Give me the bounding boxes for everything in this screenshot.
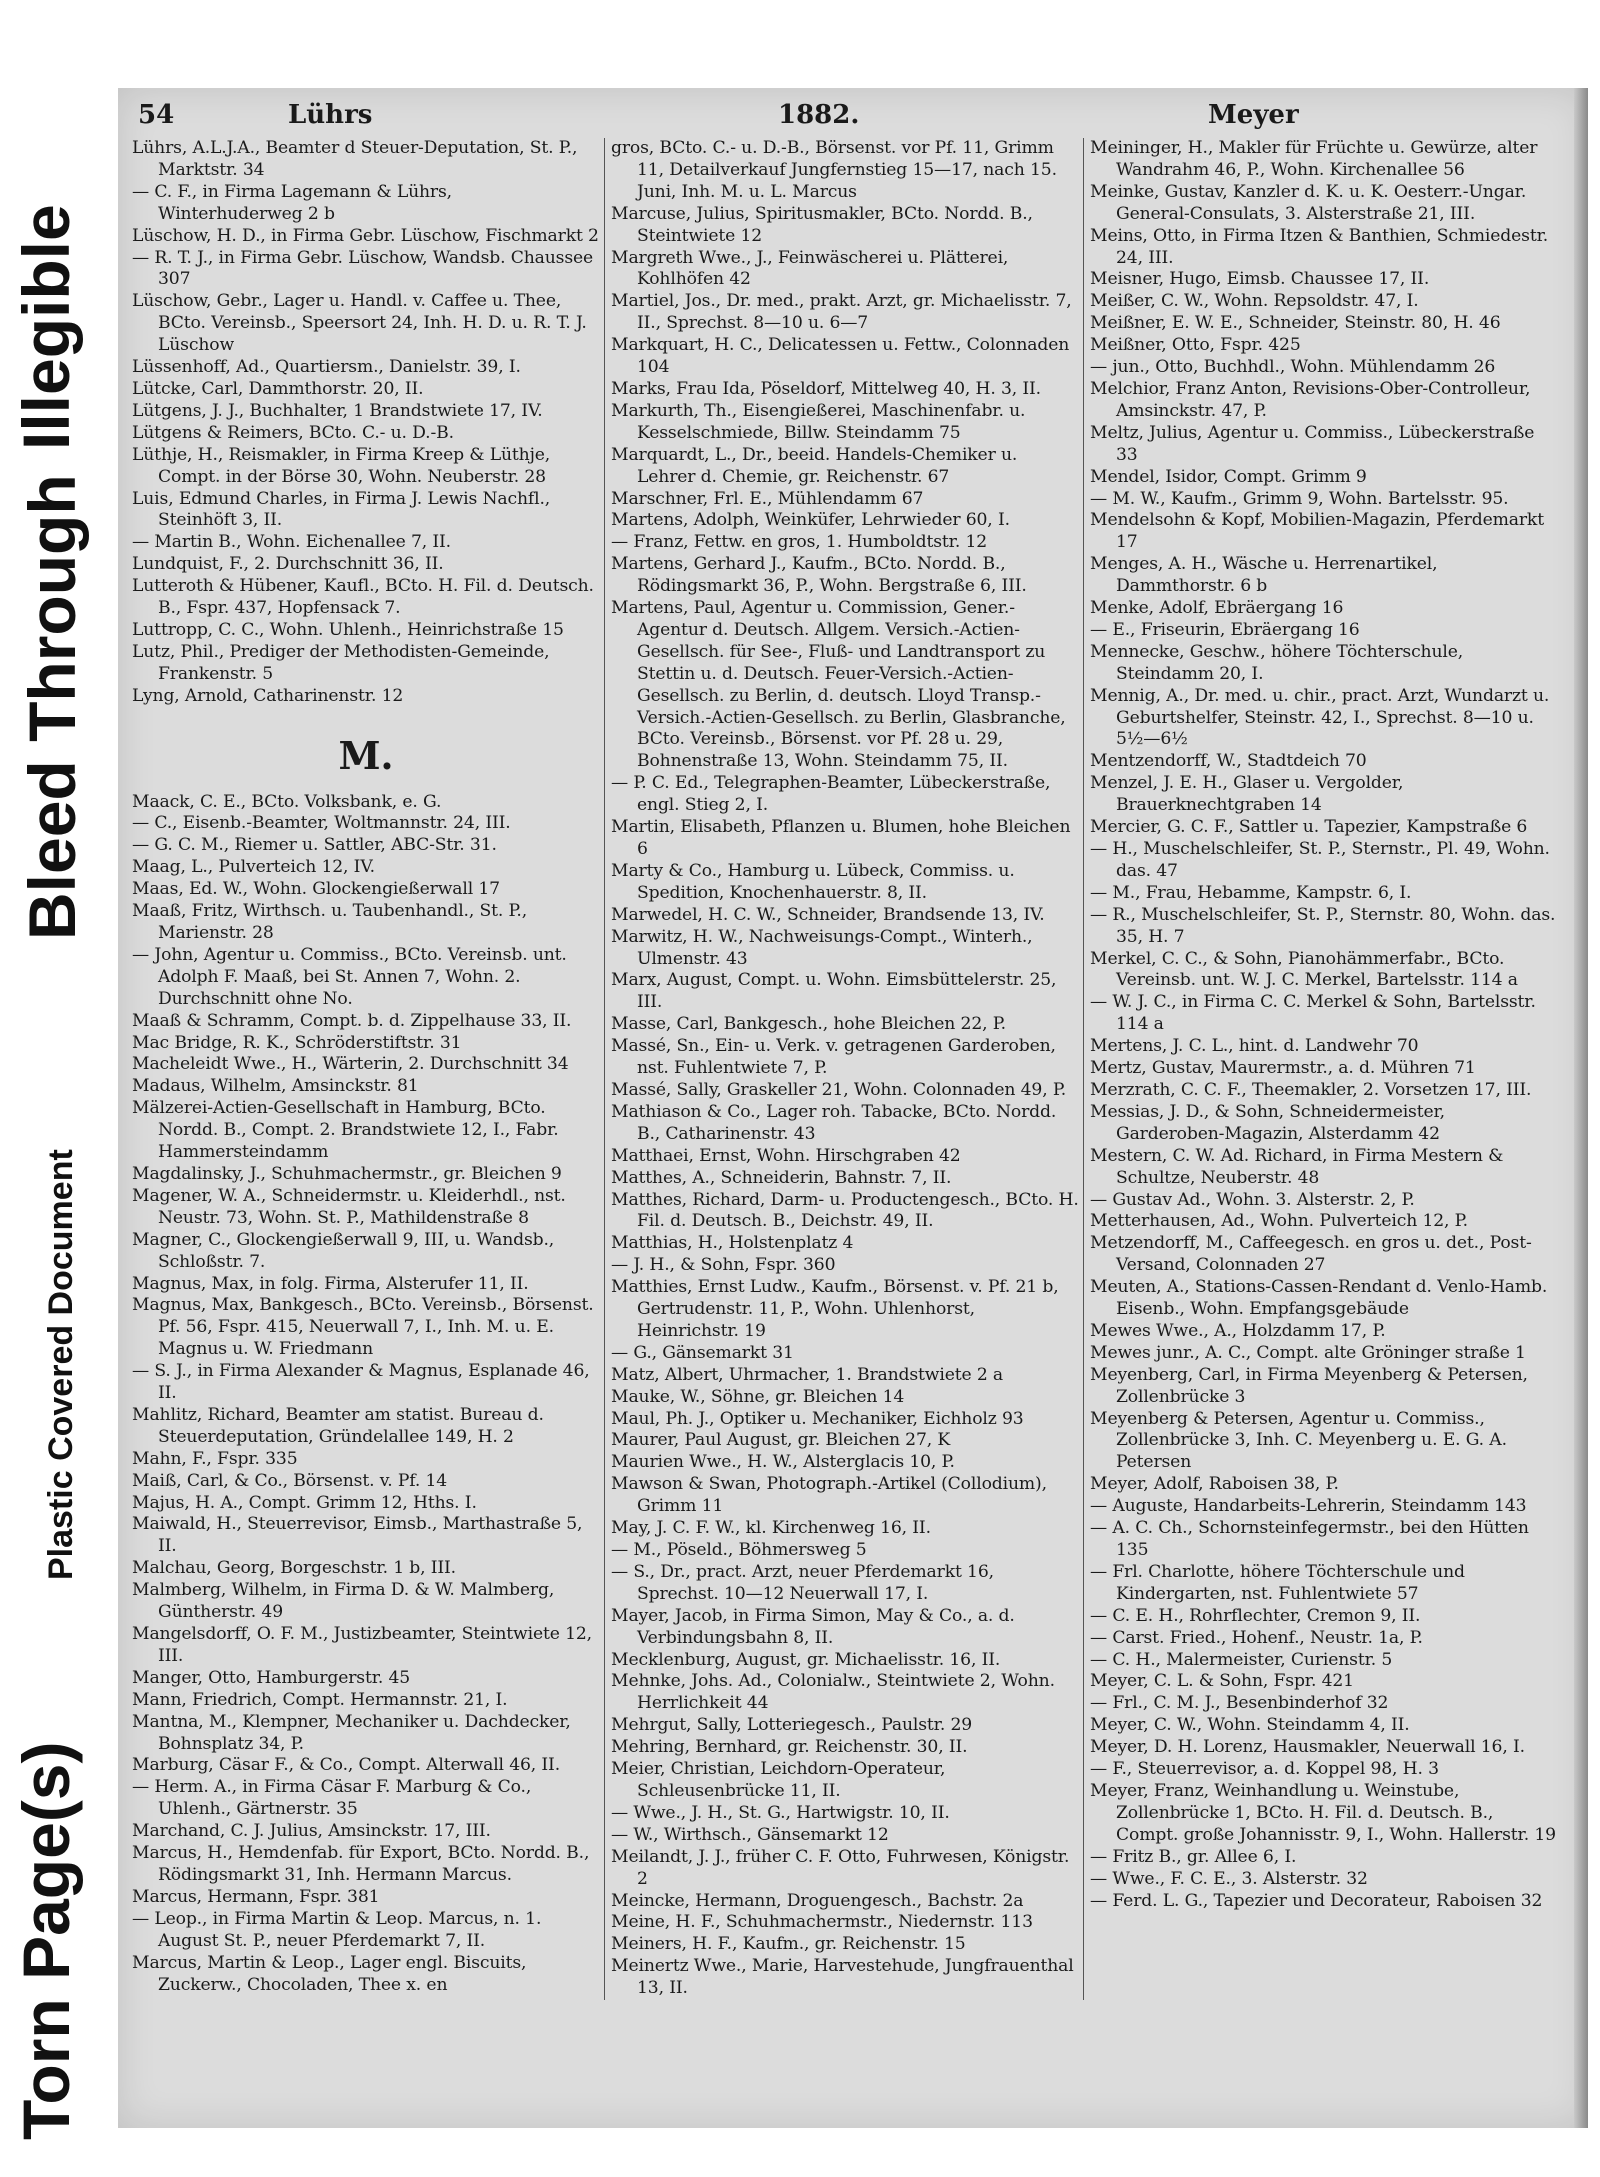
directory-entry: Mayer, Jacob, in Firma Simon, May & Co., a. d. Verbindungsbahn 8, II. <box>611 1605 1015 1648</box>
directory-entry: Meuten, A., Stations-Cassen-Rendant d. Venlo-Hamb. Eisenb., Wohn. Empfangsgebäude <box>1090 1277 1548 1320</box>
directory-entry: — M., Frau, Hebamme, Kampstr. 6, I. <box>1090 882 1412 903</box>
directory-entry: — Franz, Fettw. en gros, 1. Humboldtstr. 12 <box>611 532 988 553</box>
directory-entry: Merzrath, C. C. F., Theemakler, 2. Vorsetzen 17, III. <box>1090 1079 1532 1100</box>
directory-entry: — Herm. A., in Firma Cäsar F. Marburg & Co., Uhlenh., Gärtnerstr. 35 <box>132 1777 532 1820</box>
directory-entry: Matz, Albert, Uhrmacher, 1. Brandstwiete 2 a <box>611 1364 1004 1385</box>
directory-entry: Manger, Otto, Hamburgerstr. 45 <box>132 1667 411 1688</box>
directory-entry: Lundquist, F., 2. Durchschnitt 36, II. <box>132 554 444 575</box>
directory-entry: Martens, Gerhard J., Kaufm., BCto. Nordd. B., Rödingsmarkt 36, P., Wohn. Bergstraße 6, III. <box>611 554 1027 597</box>
header-year: 1882. <box>778 100 860 130</box>
directory-entry: Maiwald, H., Steuerrevisor, Eimsb., Marthastraße 5, II. <box>132 1514 583 1557</box>
directory-entry: Mennig, A., Dr. med. u. chir., pract. Arzt, Wundarzt u. Geburtshelfer, Steinstr. 42, I., Sprechst. 8—10 u. 5½—6½ <box>1090 685 1550 750</box>
directory-entry: Maurien Wwe., H. W., Alsterglacis 10, P. <box>611 1452 955 1473</box>
directory-entry: Massé, Sn., Ein- u. Verk. v. getragenen Garderoben, nst. Fuhlentwiete 7, P. <box>611 1036 1056 1079</box>
directory-entry: Meisner, Hugo, Eimsb. Chaussee 17, II. <box>1090 269 1430 290</box>
directory-entry: Lütgens, J. J., Buchhalter, 1 Brandstwiete 17, IV. <box>132 400 543 421</box>
directory-entry: Marwitz, H. W., Nachweisungs-Compt., Winterh., Ulmenstr. 43 <box>611 926 1033 969</box>
directory-entry: — G., Gänsemarkt 31 <box>611 1342 794 1363</box>
directory-entry: Meine, H. F., Schuhmachermstr., Niedernstr. 113 <box>611 1912 1033 1933</box>
directory-entry: Markquart, H. C., Delicatessen u. Fettw., Colonnaden 104 <box>611 335 1070 378</box>
directory-entry: — Auguste, Handarbeits-Lehrerin, Steindamm 143 <box>1090 1496 1527 1517</box>
directory-entry: Meißner, Otto, Fspr. 425 <box>1090 335 1301 356</box>
directory-entry: — C. H., Malermeister, Curienstr. 5 <box>1090 1649 1393 1670</box>
directory-entry: Mertens, J. C. L., hint. d. Landwehr 70 <box>1090 1036 1419 1057</box>
directory-entry: Mehnke, Johs. Ad., Colonialw., Steintwiete 2, Wohn. Herrlichkeit 44 <box>611 1671 1055 1714</box>
directory-entry: Matthes, Richard, Darm- u. Productengesch., BCto. H. Fil. d. Deutsch. B., Deichstr. 49, II. <box>611 1189 1079 1232</box>
directory-entry: Meyer, Franz, Weinhandlung u. Weinstube, Zollenbrücke 1, BCto. H. Fil. d. Deutsch. B., Compt. große Johannisstr. 9, I., Wohn. Hallerstr. 19 <box>1090 1780 1556 1845</box>
directory-entry: — R. T. J., in Firma Gebr. Lüschow, Wandsb. Chaussee 307 <box>132 247 594 290</box>
directory-entry: Mestern, C. W. Ad. Richard, in Firma Mestern & Schultze, Neuberstr. 48 <box>1090 1145 1504 1188</box>
directory-entry: — H., Muschelschleifer, St. P., Sternstr., Pl. 49, Wohn. das. 47 <box>1090 839 1550 881</box>
column-3 <box>1083 138 1562 2000</box>
header-right-keyword: Meyer <box>1208 100 1299 130</box>
directory-entry: Magnus, Max, in folg. Firma, Alsterufer 11, II. <box>132 1273 529 1294</box>
directory-entry: Meyer, D. H. Lorenz, Hausmakler, Neuerwall 16, I. <box>1090 1737 1525 1758</box>
directory-entry: Marchand, C. J. Julius, Amsinckstr. 17, III. <box>132 1821 491 1842</box>
directory-entry: Magener, W. A., Schneidermstr. u. Kleiderhdl., nst. Neustr. 73, Wohn. St. P., Mathildenstraße 8 <box>132 1185 566 1228</box>
directory-entry: Messias, J. D., & Sohn, Schneidermeister, Garderoben-Magazin, Alsterdamm 42 <box>1090 1101 1445 1144</box>
directory-entry: Margreth Wwe., J., Feinwäscherei u. Plätterei, Kohlhöfen 42 <box>611 247 1009 290</box>
directory-entry: Meyenberg & Petersen, Agentur u. Commiss., Zollenbrücke 3, Inh. C. Meyenberg u. E. G. A. Petersen <box>1090 1408 1507 1473</box>
directory-entry: Meyenberg, Carl, in Firma Meyenberg & Petersen, Zollenbrücke 3 <box>1090 1364 1528 1407</box>
directory-entry: — Frl., C. M. J., Besenbinderhof 32 <box>1090 1693 1389 1714</box>
directory-entry: — E., Friseurin, Ebräergang 16 <box>1090 619 1360 640</box>
directory-entry: Lührs, A.L.J.A., Beamter d Steuer-Deputation, St. P., Marktstr. 34 <box>132 138 578 180</box>
directory-entry: Maaß & Schramm, Compt. b. d. Zippelhause 33, II. <box>132 1010 572 1031</box>
directory-entry: Martens, Adolph, Weinküfer, Lehrwieder 60, I. <box>611 510 1010 531</box>
directory-entry: Mac Bridge, R. K., Schröderstiftstr. 31 <box>132 1032 462 1053</box>
directory-entry: Markurth, Th., Eisengießerei, Maschinenfabr. u. Kesselschmiede, Billw. Steindamm 75 <box>611 400 1026 443</box>
directory-entry: Martens, Paul, Agentur u. Commission, Gener.-Agentur d. Deutsch. Allgem. Versich.-Actien-Gesellsch. für See-, Fluß- und Landtransport zu Stettin u. d. Deutsch. Feuer-Versich.-Actien-Gesellsch. zu Berlin, d. deutsch. Lloyd Transp.-Versich.-Actien-Gesellsch. zu Berlin, Glasbranche, BCto. Vereinsb., Börsenst. vor Pf. 28 u. 29, Bohnenstraße 13, Wohn. Steindamm 75, II. <box>611 598 1066 772</box>
directory-entry: — M. W., Kaufm., Grimm 9, Wohn. Bartelsstr. 95. <box>1090 488 1509 509</box>
directory-entry: Lutz, Phil., Prediger der Methodisten-Gemeinde, Frankenstr. 5 <box>132 641 550 684</box>
directory-entry: — S. J., in Firma Alexander & Magnus, Esplanade 46, II. <box>132 1361 590 1404</box>
directory-entry: Martin, Elisabeth, Pflanzen u. Blumen, hohe Bleichen 6 <box>611 817 1071 859</box>
section-heading: M. <box>338 732 394 778</box>
page-header <box>138 100 1558 140</box>
directory-entry: Malmberg, Wilhelm, in Firma D. & W. Malmberg, Güntherstr. 49 <box>132 1580 555 1623</box>
directory-entry: — Wwe., F. C. E., 3. Alsterstr. 32 <box>1090 1868 1368 1889</box>
directory-entry: Marcus, Martin & Leop., Lager engl. Biscuits, Zuckerw., Chocoladen, Thee x. en <box>132 1952 527 1995</box>
directory-entry: Metzendorff, M., Caffeegesch. en gros u. det., Post-Versand, Colonnaden 27 <box>1090 1233 1532 1276</box>
directory-entry: Marx, August, Compt. u. Wohn. Eimsbüttelerstr. 25, III. <box>611 970 1057 1013</box>
directory-entry: Macheleidt Wwe., H., Wärterin, 2. Durchschnitt 34 <box>132 1054 569 1075</box>
directory-entry: — M., Pöseld., Böhmersweg 5 <box>611 1540 867 1560</box>
directory-entry: — jun., Otto, Buchhdl., Wohn. Mühlendamm 26 <box>1090 357 1496 378</box>
directory-entry: — W. J. C., in Firma C. C. Merkel & Sohn, Bartelsstr. 114 a <box>1090 992 1536 1035</box>
directory-entry: — J. H., & Sohn, Fspr. 360 <box>611 1255 836 1276</box>
directory-entry: Maaß, Fritz, Wirthsch. u. Taubenhandl., St. P., Marienstr. 28 <box>132 901 528 943</box>
directory-entry: — A. C. Ch., Schornsteinfegermstr., bei den Hütten 135 <box>1090 1518 1529 1560</box>
directory-entry: Mewes junr., A. C., Compt. alte Gröninger straße 1 <box>1090 1342 1526 1363</box>
directory-entry: — John, Agentur u. Commiss., BCto. Vereinsb. unt. Adolph F. Maaß, bei St. Annen 7, Wohn. 2. Durchschnitt ohne No. <box>132 944 567 1009</box>
directory-entry: — C. E. H., Rohrflechter, Cremon 9, II. <box>1090 1605 1421 1626</box>
directory-entry: Madaus, Wilhelm, Amsinckstr. 81 <box>132 1076 419 1097</box>
directory-entry: Marcus, H., Hemdenfab. für Export, BCto. Nordd. B., Rödingsmarkt 31, Inh. Hermann Marcus. <box>132 1843 590 1885</box>
directory-entry: Majus, H. A., Compt. Grimm 12, Hths. I. <box>132 1492 477 1513</box>
directory-entry: — Carst. Fried., Hohenf., Neustr. 1a, P. <box>1090 1627 1423 1648</box>
side-label-torn: Torn Page(s) <box>9 1741 83 2140</box>
directory-entry: Maurer, Paul August, gr. Bleichen 27, K <box>611 1430 951 1451</box>
directory-entry: Meltz, Julius, Agentur u. Commiss., Lübeckerstraße 33 <box>1090 422 1535 465</box>
directory-entry: Lüschow, H. D., in Firma Gebr. Lüschow, Fischmarkt 2 <box>132 225 599 246</box>
directory-entry: Matthes, A., Schneiderin, Bahnstr. 7, II. <box>611 1167 952 1188</box>
directory-entry: Masse, Carl, Bankgesch., hohe Bleichen 22, P. <box>611 1014 1006 1035</box>
directory-entry: Mantna, M., Klempner, Mechaniker u. Dachdecker, Bohnsplatz 34, P. <box>132 1711 571 1754</box>
directory-entry: Maag, L., Pulverteich 12, IV. <box>132 857 375 878</box>
column-2 <box>604 138 1083 2000</box>
directory-entry: Mehring, Bernhard, gr. Reichenstr. 30, II. <box>611 1737 968 1758</box>
directory-entry: Lüthje, H., Reismakler, in Firma Kreep & Lüthje, Compt. in der Börse 30, Wohn. Neuberstr. 28 <box>132 444 551 487</box>
directory-entry: Lüssenhoff, Ad., Quartiersm., Danielstr. 39, I. <box>132 357 521 378</box>
directory-entry: Mälzerei-Actien-Gesellschaft in Hamburg, BCto. Nordd. B., Compt. 2. Brandstwiete 12, I., Fabr. Hammersteindamm <box>132 1098 559 1163</box>
directory-entry: — Fritz B., gr. Allee 6, I. <box>1090 1846 1297 1867</box>
page-edge <box>1574 88 1588 2128</box>
directory-entry: Mahn, F., Fspr. 335 <box>132 1448 298 1469</box>
directory-entry: Marquardt, L., Dr., beeid. Handels-Chemiker u. Lehrer d. Chemie, gr. Reichenstr. 67 <box>611 444 1018 487</box>
directory-entry: — C. F., in Firma Lagemann & Lührs, Winterhuderweg 2 b <box>132 181 452 224</box>
directory-entry: Matthaei, Ernst, Wohn. Hirschgraben 42 <box>611 1145 961 1166</box>
directory-entry: Meyer, C. W., Wohn. Steindamm 4, II. <box>1090 1715 1410 1736</box>
directory-entry: Matthies, Ernst Ludw., Kaufm., Börsenst. v. Pf. 21 b, Gertrudenstr. 11, P., Wohn. Uhlenhorst, Heinrichstr. 19 <box>611 1277 1059 1341</box>
directory-entry: Matthias, H., Holstenplatz 4 <box>611 1233 854 1254</box>
side-label-illegible: Illegible <box>9 204 83 450</box>
page-number: 54 <box>138 100 175 130</box>
directory-entry: Martiel, Jos., Dr. med., prakt. Arzt, gr. Michaelisstr. 7, II., Sprechst. 8—10 u. 6—7 <box>611 291 1072 334</box>
directory-entry: — R., Muschelschleifer, St. P., Sternstr. 80, Wohn. das. 35, H. 7 <box>1090 904 1556 947</box>
directory-entry: Maiß, Carl, & Co., Börsenst. v. Pf. 14 <box>132 1470 448 1491</box>
directory-entry: Mecklenburg, August, gr. Michaelisstr. 16, II. <box>611 1649 1001 1670</box>
directory-entry: Melchior, Franz Anton, Revisions-Ober-Controlleur, Amsinckstr. 47, P. <box>1090 378 1531 421</box>
directory-entry: Magdalinsky, J., Schuhmachermstr., gr. Bleichen 9 <box>132 1163 562 1184</box>
directory-entry: Mahlitz, Richard, Beamter am statist. Bureau d. Steuerdeputation, Gründelallee 149, H. 2 <box>132 1404 544 1447</box>
directory-entry: Mentzendorff, W., Stadtdeich 70 <box>1090 751 1367 772</box>
directory-entry: Mercier, G. C. F., Sattler u. Tapezier, Kampstraße 6 <box>1090 817 1528 838</box>
directory-entry: — W., Wirthsch., Gänsemarkt 12 <box>611 1824 889 1845</box>
directory-entry: — P. C. Ed., Telegraphen-Beamter, Lübeckerstraße, engl. Stieg 2, I. <box>611 773 1051 816</box>
directory-entry: Mennecke, Geschw., höhere Töchterschule, Steindamm 20, I. <box>1090 641 1464 684</box>
directory-entry: Mann, Friedrich, Compt. Hermannstr. 21, I. <box>132 1689 508 1710</box>
directory-entry: Marcuse, Julius, Spiritusmakler, BCto. Nordd. B., Steintwiete 12 <box>611 203 1033 246</box>
directory-entry: — C., Eisenb.-Beamter, Woltmannstr. 24, III. <box>132 813 511 834</box>
directory-entry: Menges, A. H., Wäsche u. Herrenartikel, Dammthorstr. 6 b <box>1090 554 1438 597</box>
directory-entry: — Ferd. L. G., Tapezier und Decorateur, Raboisen 32 <box>1090 1890 1543 1911</box>
directory-entry: Meyer, C. L. & Sohn, Fspr. 421 <box>1090 1671 1354 1692</box>
directory-entry: Marks, Frau Ida, Pöseldorf, Mittelweg 40, H. 3, II. <box>611 378 1041 399</box>
directory-entry: Meißner, E. W. E., Schneider, Steinstr. 80, H. 46 <box>1090 313 1501 334</box>
directory-entry: Lüschow, Gebr., Lager u. Handl. v. Caffee u. Thee, BCto. Vereinsb., Speersort 24, Inh. H. D. u. R. T. J. Lüschow <box>132 291 587 356</box>
directory-entry: Maack, C. E., BCto. Volksbank, e. G. <box>132 791 442 812</box>
directory-entry: Meins, Otto, in Firma Itzen & Banthien, Schmiedestr. 24, III. <box>1090 225 1549 268</box>
directory-entry: Lutteroth & Hübener, Kaufl., BCto. H. Fil. d. Deutsch. B., Fspr. 437, Hopfensack 7. <box>132 576 594 619</box>
directory-entry: — G. C. M., Riemer u. Sattler, ABC-Str. 31. <box>132 835 497 856</box>
directory-columns <box>132 138 1562 2000</box>
directory-entry: Maul, Ph. J., Optiker u. Mechaniker, Eichholz 93 <box>611 1408 1024 1429</box>
directory-entry: Meinke, Gustav, Kanzler d. K. u. K. Oesterr.-Ungar. General-Consulats, 3. Alsterstraße 21, III. <box>1090 181 1527 224</box>
directory-entry: Meinertz Wwe., Marie, Harvestehude, Jungfrauenthal 13, II. <box>611 1956 1074 1999</box>
directory-entry: Meyer, Adolf, Raboisen 38, P. <box>1090 1474 1339 1495</box>
directory-entry: Marty & Co., Hamburg u. Lübeck, Commiss. u. Spedition, Knochenhauerstr. 8, II. <box>611 860 1015 903</box>
directory-entry: Meincke, Hermann, Droguengesch., Bachstr. 2a <box>611 1890 1024 1911</box>
directory-entry: Marwedel, H. C. W., Schneider, Brandsende 13, IV. <box>611 904 1045 925</box>
directory-entry: — Frl. Charlotte, höhere Töchterschule und Kindergarten, nst. Fuhlentwiete 57 <box>1090 1561 1465 1604</box>
side-label-bleed: Bleed Through <box>15 474 89 940</box>
directory-entry: Mewes Wwe., A., Holzdamm 17, P. <box>1090 1320 1386 1341</box>
directory-entry: gros, BCto. C.- u. D.-B., Börsenst. vor Pf. 11, Grimm 11, Detailverkauf Jungfernstieg 15—17, nach 15. Juni, Inh. M. u. L. Marcus <box>611 138 1057 202</box>
directory-entry: Mendel, Isidor, Compt. Grimm 9 <box>1090 466 1367 487</box>
directory-entry: — Wwe., J. H., St. G., Hartwigstr. 10, II. <box>611 1802 950 1823</box>
directory-entry: Lyng, Arnold, Catharinenstr. 12 <box>132 685 404 706</box>
directory-entry: Massé, Sally, Graskeller 21, Wohn. Colonnaden 49, P. <box>611 1079 1067 1100</box>
scanned-page <box>118 88 1588 2128</box>
directory-entry: Mertz, Gustav, Maurermstr., a. d. Mühren 71 <box>1090 1058 1476 1079</box>
directory-entry: Mehrgut, Sally, Lotteriegesch., Paulstr. 29 <box>611 1715 973 1736</box>
side-label-plastic: Plastic Covered Document <box>42 1149 80 1580</box>
directory-entry: Marschner, Frl. E., Mühlendamm 67 <box>611 488 924 509</box>
directory-entry: Mathiason & Co., Lager roh. Tabacke, BCto. Nordd. B., Catharinenstr. 43 <box>611 1101 1057 1144</box>
directory-entry: Mauke, W., Söhne, gr. Bleichen 14 <box>611 1386 905 1407</box>
directory-entry: Luttropp, C. C., Wohn. Uhlenh., Heinrichstraße 15 <box>132 619 564 640</box>
directory-entry: Mawson & Swan, Photograph.-Artikel (Collodium), Grimm 11 <box>611 1474 1047 1517</box>
directory-entry: Maas, Ed. W., Wohn. Glockengießerwall 17 <box>132 879 500 900</box>
directory-entry: Mangelsdorff, O. F. M., Justizbeamter, Steintwiete 12, III. <box>132 1624 592 1666</box>
directory-entry: Meißer, C. W., Wohn. Repsoldstr. 47, I. <box>1090 291 1419 312</box>
directory-entry: Meier, Christian, Leichdorn-Operateur, Schleusenbrücke 11, II. <box>611 1759 946 1801</box>
directory-entry: Lütcke, Carl, Dammthorstr. 20, II. <box>132 378 424 399</box>
directory-entry: Merkel, C. C., & Sohn, Pianohämmerfabr., BCto. Vereinsb. unt. W. J. C. Merkel, Bartelsstr. 114 a <box>1090 948 1518 991</box>
directory-entry: — Gustav Ad., Wohn. 3. Alsterstr. 2, P. <box>1090 1189 1415 1210</box>
directory-entry: Marcus, Hermann, Fspr. 381 <box>132 1886 380 1907</box>
directory-entry: Malchau, Georg, Borgeschstr. 1 b, III. <box>132 1558 457 1579</box>
directory-entry: Magnus, Max, Bankgesch., BCto. Vereinsb., Börsenst. Pf. 56, Fspr. 415, Neuerwall 7, I., Inh. M. u. E. Magnus u. W. Friedmann <box>132 1295 594 1360</box>
directory-entry: Meilandt, J. J., früher C. F. Otto, Fuhrwesen, Königstr. 2 <box>611 1846 1070 1889</box>
directory-entry: Meiners, H. F., Kaufm., gr. Reichenstr. 15 <box>611 1934 966 1955</box>
directory-entry: — S., Dr., pract. Arzt, neuer Pferdemarkt 16, Sprechst. 10—12 Neuerwall 17, I. <box>611 1561 994 1604</box>
header-left-keyword: Lührs <box>288 100 373 130</box>
directory-entry: — F., Steuerrevisor, a. d. Koppel 98, H. 3 <box>1090 1759 1439 1780</box>
directory-entry: Magner, C., Glockengießerwall 9, III, u. Wandsb., Schloßstr. 7. <box>132 1229 555 1272</box>
directory-entry: Meininger, H., Makler für Früchte u. Gewürze, alter Wandrahm 46, P., Wohn. Kirchenallee 56 <box>1090 138 1538 180</box>
directory-entry: Mendelsohn & Kopf, Mobilien-Magazin, Pferdemarkt 17 <box>1090 510 1544 553</box>
directory-entry: Lütgens & Reimers, BCto. C.- u. D.-B. <box>132 422 454 443</box>
directory-entry: Menzel, J. E. H., Glaser u. Vergolder, Brauerknechtgraben 14 <box>1090 773 1404 816</box>
directory-entry: Menke, Adolf, Ebräergang 16 <box>1090 598 1344 619</box>
directory-entry: — Martin B., Wohn. Eichenallee 7, II. <box>132 532 451 553</box>
column-1 <box>132 138 604 2000</box>
directory-entry: Marburg, Cäsar F., & Co., Compt. Alterwall 46, II. <box>132 1755 561 1776</box>
directory-entry: May, J. C. F. W., kl. Kirchenweg 16, II. <box>611 1518 931 1539</box>
directory-entry: Luis, Edmund Charles, in Firma J. Lewis Nachfl., Steinhöft 3, II. <box>132 488 551 531</box>
directory-entry: Metterhausen, Ad., Wohn. Pulverteich 12, P. <box>1090 1211 1468 1232</box>
directory-entry: — Leop., in Firma Martin & Leop. Marcus, n. 1. August St. P., neuer Pferdemarkt 7, II. <box>132 1908 542 1951</box>
